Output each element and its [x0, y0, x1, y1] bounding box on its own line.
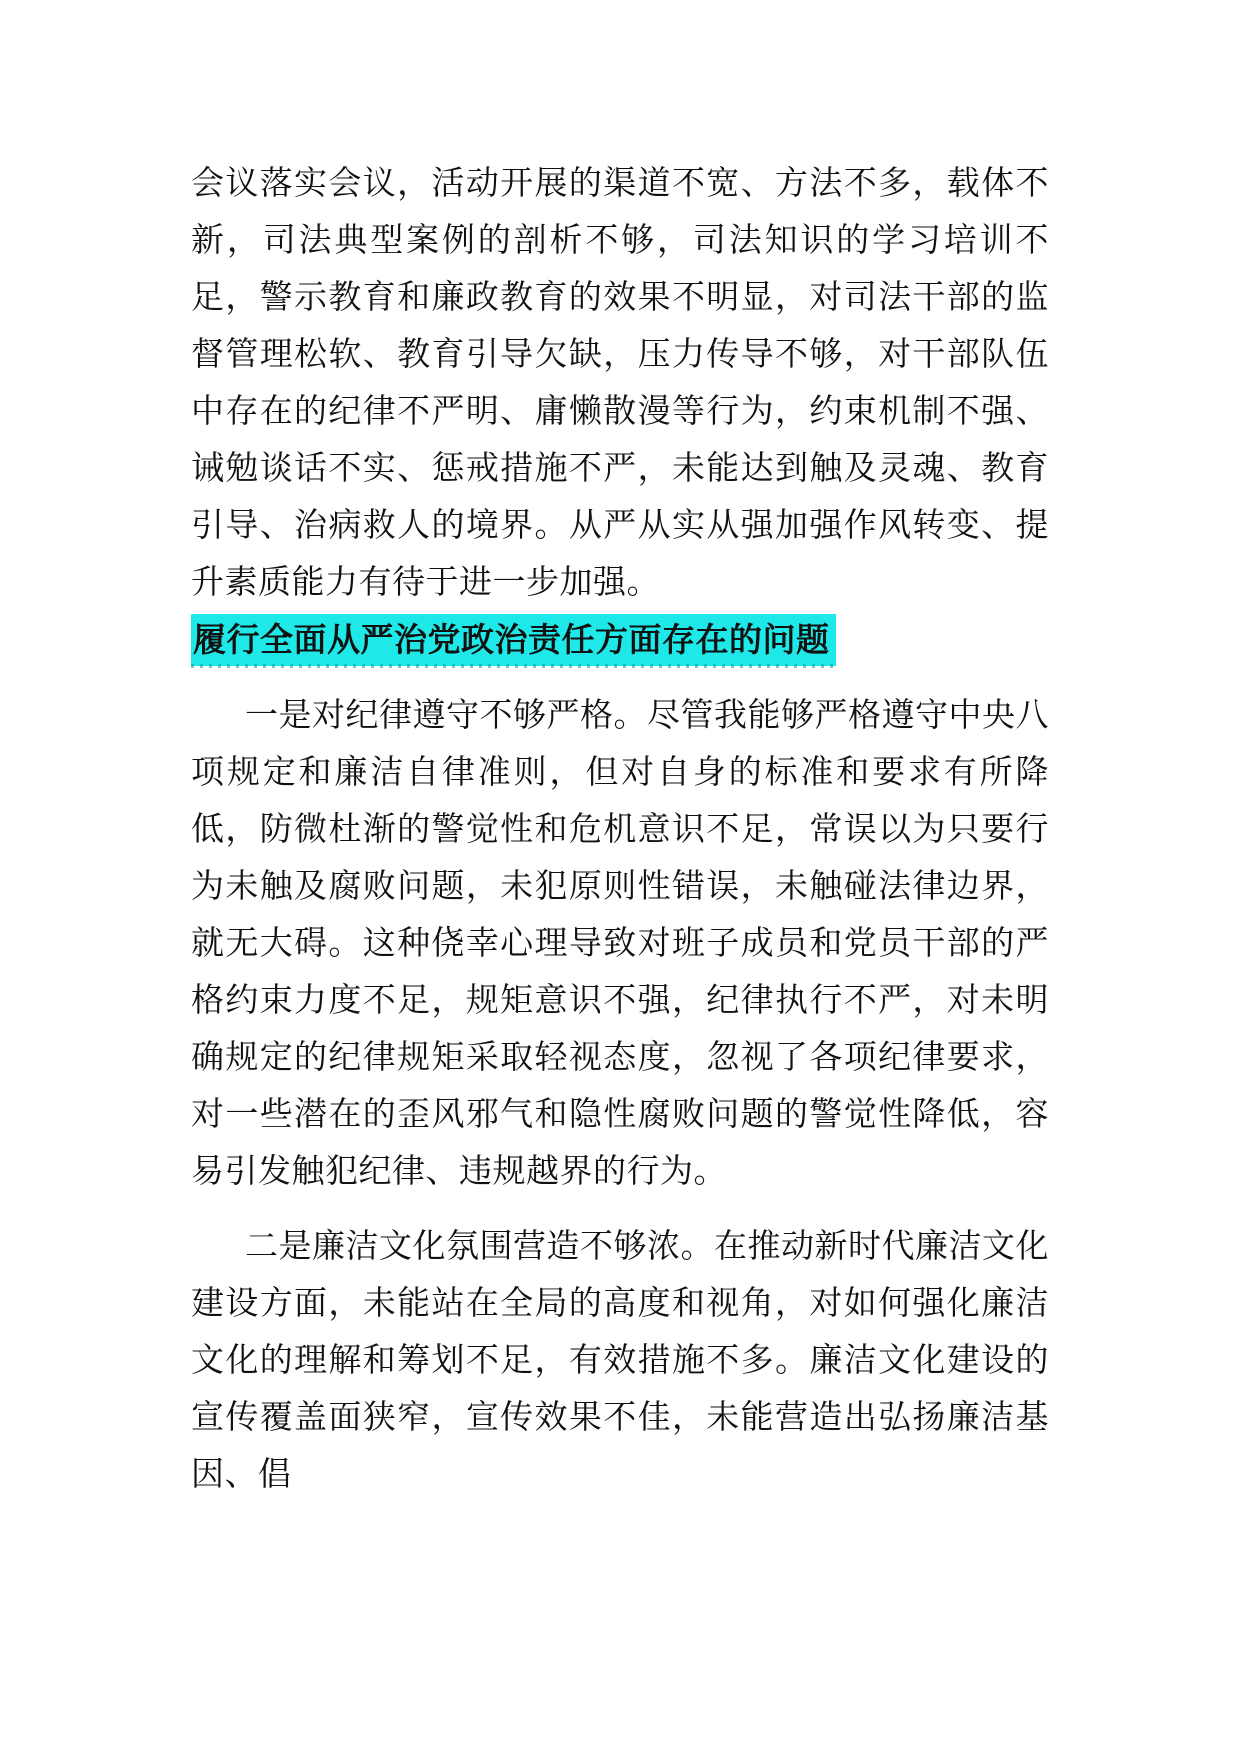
section-heading: 履行全面从严治党政治责任方面存在的问题 — [191, 614, 836, 666]
body-paragraph-continuation: 会议落实会议，活动开展的渠道不宽、方法不多，载体不新，司法典型案例的剖析不够，司法知识的学习培训不足，警示教育和廉政教育的效果不明显，对司法干部的监督管理松软、教育引导欠缺，压力传导不够，对干部队伍中存在的纪律不严明、庸懒散漫等行为，约束机制不强、诫勉谈话不实、惩戒措施不严，未能达到触及灵魂、教育引导、治病救人的境界。从严从实从强加强作风转变、提升素质能力有待于进一步加强。 — [191, 163, 1049, 601]
body-paragraph-discipline: 一是对纪律遵守不够严格。尽管我能够严格遵守中央八项规定和廉洁自律准则，但对自身的标准和要求有所降低，防微杜渐的警觉性和危机意识不足，常误以为只要行为未触及腐败问题，未犯原则性错误，未触碰法律边界，就无大碍。这种侥幸心理导致对班子成员和党员干部的严格约束力度不足，规矩意识不强，纪律执行不严，对未明确规定的纪律规矩采取轻视态度，忽视了各项纪律要求，对一些潜在的歪风邪气和隐性腐败问题的警觉性降低，容易引发触犯纪律、违规越界的行为。 — [191, 695, 1049, 1190]
body-paragraph-culture: 二是廉洁文化氛围营造不够浓。在推动新时代廉洁文化建设方面，未能站在全局的高度和视角，对如何强化廉洁文化的理解和筹划不足，有效措施不多。廉洁文化建设的宣传覆盖面狭窄，宣传效果不佳，未能营造出弘扬廉洁基因、倡 — [191, 1226, 1049, 1493]
section-heading-container — [191, 614, 836, 668]
